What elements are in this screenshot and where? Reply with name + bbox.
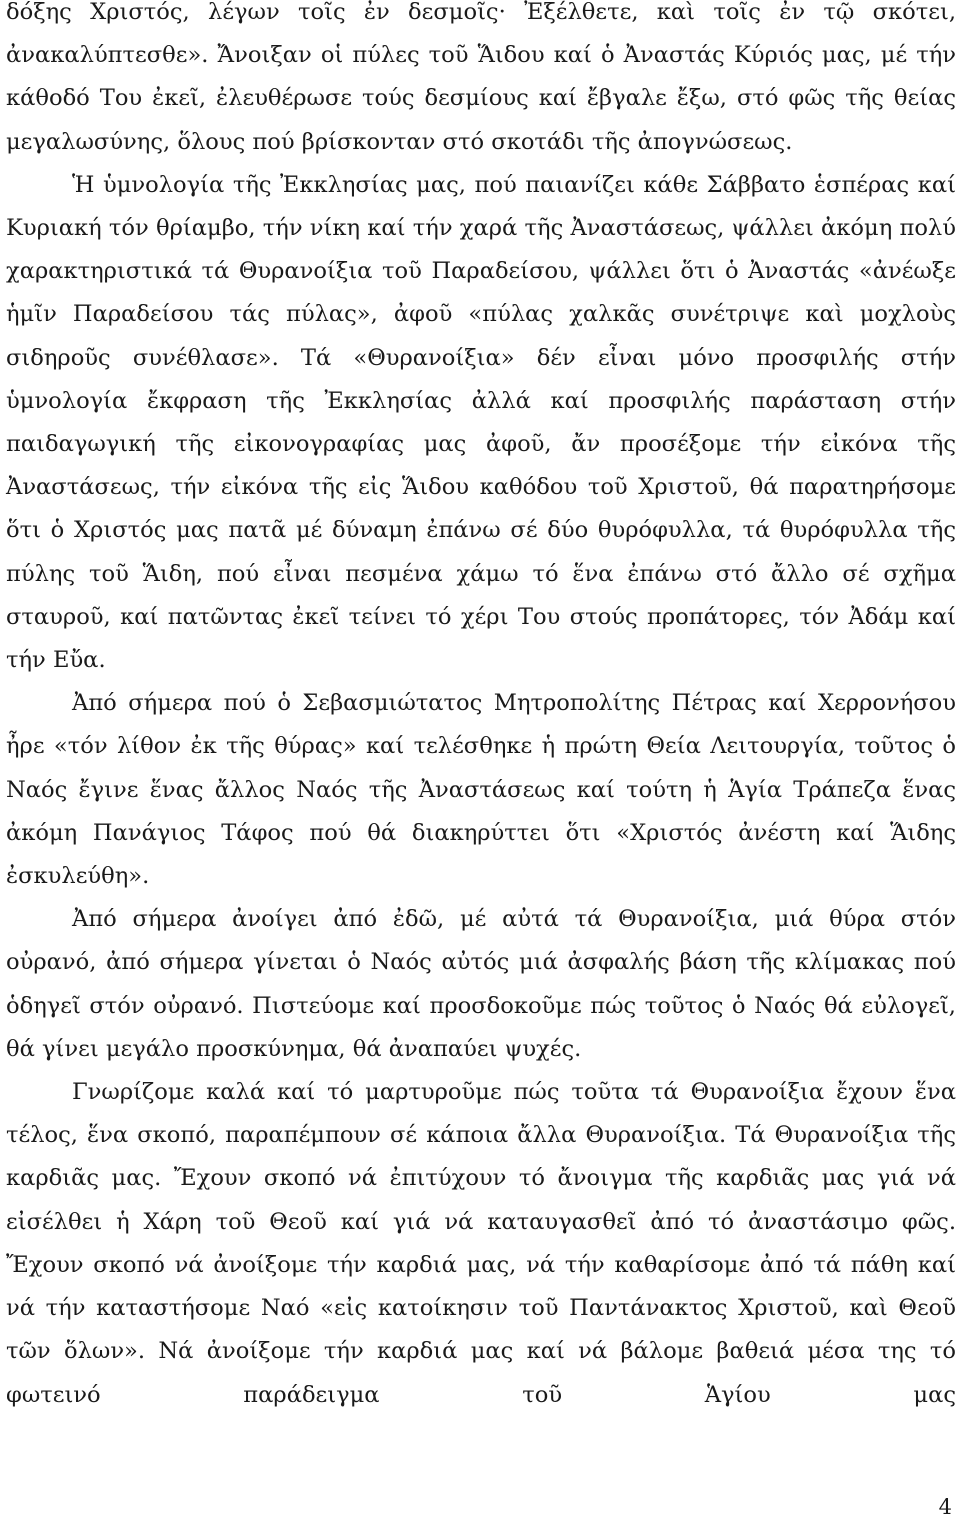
paragraph-heart-opening: Γνωρίζομε καλά καί τό μαρτυροῦμε πώς τοῦτα τά Θυρανοίξια ἔχουν ἕνα τέλος, ἕνα σκοπό, παραπέμπουν σέ κάποια ἄλλα Θυρανοίξια. Τά Θυρανοίξια τῆς καρδιᾶς μας. Ἔχουν σκοπό νά ἐπιτύχουν τό ἄνοιγμα τῆς καρδιᾶς μας γιά νά εἰσέλθει ἡ Χάρη τοῦ Θεοῦ καί γιά νά καταυγασθεῖ ἀπό τό ἀναστάσιμο φῶς. Ἔχουν σκοπό νά ἀνοίξομε τήν καρδιά μας, νά τήν καθαρίσομε ἀπό τά πάθη καί νά τήν καταστήσομε Ναό «εἰς κατοίκησιν τοῦ Παντάνακτος Χριστοῦ, καὶ Θεοῦ τῶν ὅλων». Νά ἀνοίξομε τήν καρδιά μας καί νά βάλομε βαθειά μέσα της τό φωτεινό παράδειγμα τοῦ Ἁγίου μας — [6, 1079, 956, 1408]
paragraph-from-today-metropolitan: Ἀπό σήμερα πού ὁ Σεβασμιώτατος Μητροπολίτης Πέτρας καί Χερρονήσου ἦρε «τόν λίθον ἐκ τῆς θύρας» καί τελέσθηκε ἡ πρώτη Θεία Λειτουργία, τοῦτος ὁ Ναός ἔγινε ἕνας ἄλλος Ναός τῆς Ἀναστάσεως καί τούτη ἡ Ἁγία Τράπεζα ἕνας ἀκόμη Πανάγιος Τάφος πού θά διακηρύττει ὅτι «Χριστός ἀνέστη καί Ἅιδης ἐσκυλεύθη». — [6, 690, 956, 890]
paragraph-from-today-door: Ἀπό σήμερα ἀνοίγει ἀπό ἐδῶ, μέ αὐτά τά Θυρανοίξια, μιά θύρα στόν οὐρανό, ἀπό σήμερα γίνεται ὁ Ναός αὐτός μιά ἀσφαλής βάση τῆς κλίμακας πού ὁδηγεῖ στόν οὐρανό. Πιστεύομε καί προσδοκοῦμε πώς τοῦτος ὁ Ναός θά εὐλογεῖ, θά γίνει μεγάλο προσκύνημα, θά ἀναπαύει ψυχές. — [6, 906, 956, 1062]
paragraph-continuation: δόξης Χριστός, λέγων τοῖς ἐν δεσμοῖς· Ἐξέλθετε, καὶ τοῖς ἐν τῷ σκότει, ἀνακαλύπτεσθε». Ἄνοιξαν οἱ πύλες τοῦ Ἅιδου καί ὁ Ἀναστάς Κύριός μας, μέ τήν κάθοδό Του ἐκεῖ, ἐλευθέρωσε τούς δεσμίους καί ἔβγαλε ἔξω, στό φῶς τῆς θείας μεγαλωσύνης, ὅλους πού βρίσκονταν στό σκοτάδι τῆς ἀπογνώσεως. — [6, 0, 956, 155]
paragraph-hymnology: Ἡ ὑμνολογία τῆς Ἐκκλησίας μας, πού παιανίζει κάθε Σάββατο ἑσπέρας καί Κυριακή τόν θρίαμβο, τήν νίκη καί τήν χαρά τῆς Ἀναστάσεως, ψάλλει ἀκόμη πολύ χαρακτηριστικά τά Θυρανοίξια τοῦ Παραδείσου, ψάλλει ὅτι ὁ Ἀναστάς «ἀνέωξε ἡμῖν Παραδείσου τάς πύλας», ἀφοῦ «πύλας χαλκᾶς συνέτριψε καὶ μοχλοὺς σιδηροῦς συνέθλασε». Τά «Θυρανοίξια» δέν εἶναι μόνο προσφιλής στήν ὑμνολογία ἔκφραση τῆς Ἐκκλησίας ἀλλά καί προσφιλής παράσταση στήν παιδαγωγική τῆς εἰκονογραφίας μας ἀφοῦ, ἄν προσέξομε τήν εἰκόνα τῆς Ἀναστάσεως, τήν εἰκόνα τῆς εἰς Ἅιδου καθόδου τοῦ Χριστοῦ, θά παρατηρήσομε ὅτι ὁ Χριστός μας πατᾶ μέ δύναμη ἐπάνω σέ δύο θυρόφυλλα, τά θυρόφυλλα τῆς πύλης τοῦ Ἅιδη, πού εἶναι πεσμένα χάμω τό ἕνα ἐπάνω στό ἄλλο σέ σχῆμα σταυροῦ, καί πατῶντας ἐκεῖ τείνει τό χέρι Του στούς προπάτορες, τόν Ἀδάμ καί τήν Εὔα. — [6, 171, 956, 674]
page-number: 4 — [938, 1495, 952, 1519]
document-page — [6, 0, 956, 1417]
